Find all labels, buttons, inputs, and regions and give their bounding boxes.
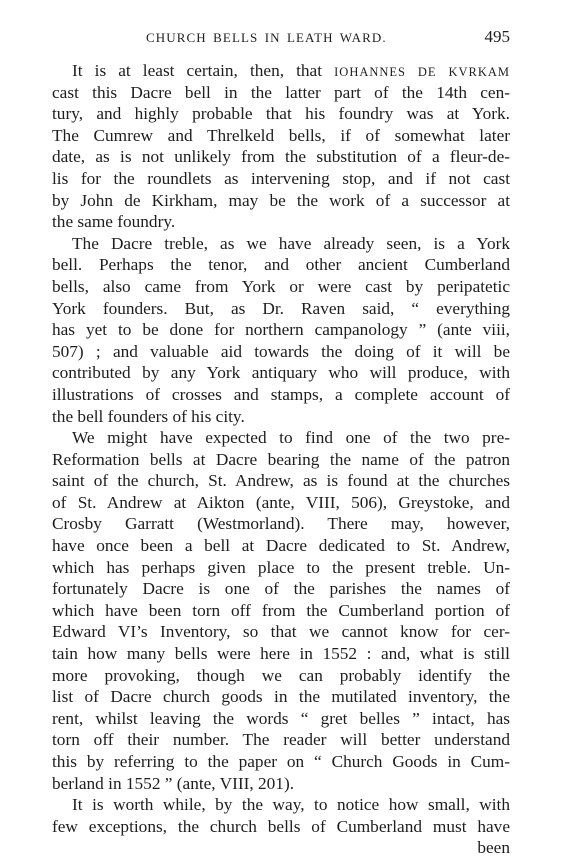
text-line: berland in 1552 ” (ante, VIII, 201). bbox=[52, 773, 295, 793]
text-line: have once been a bell at Dacre dedicated to St. Andrew, bbox=[52, 536, 510, 556]
body-text bbox=[52, 60, 510, 859]
text-line: It is worth while, by the way, to notice how small, with bbox=[72, 795, 510, 815]
inscription-small-caps: IOHANNES DE KVRKAM bbox=[334, 65, 511, 79]
text-line: cast this Dacre bell in the latter part of the 14th cen- bbox=[52, 82, 510, 102]
text-line: saint of the church, St. Andrew, as is found at the churches bbox=[52, 471, 510, 491]
text-line: date, as is not unlikely from the substitution of a fleur-de- bbox=[52, 147, 510, 167]
text-line: It is at least certain, then, that IOHANNES DE KVRKAM bbox=[72, 61, 511, 80]
text-line: few exceptions, the church bells of Cumberland must have bbox=[52, 816, 510, 836]
text-line: rent, whilst leaving the words “ gret belles ” intact, has bbox=[52, 708, 510, 728]
text-line: the bell founders of his city. bbox=[52, 406, 245, 426]
text-line: bell. Perhaps the tenor, and other ancient Cumberland bbox=[52, 255, 510, 275]
text-line: 507) ; and valuable aid towards the doing of it will be bbox=[52, 341, 510, 361]
text-line: has yet to be done for northern campanology ” (ante viii, bbox=[52, 320, 510, 340]
text-line: which has perhaps given place to the present treble. Un- bbox=[52, 557, 510, 577]
page-number: 495 bbox=[484, 27, 510, 46]
text-line: We might have expected to find one of the two pre- bbox=[72, 428, 510, 448]
text-line: this by referring to the paper on “ Church Goods in Cum- bbox=[52, 752, 510, 771]
catchword: been bbox=[477, 838, 510, 858]
text-line: tain how many bells were here in 1552 : and, what is still bbox=[52, 644, 510, 664]
text-line: tury, and highly probable that his foundry was at York. bbox=[52, 104, 510, 124]
text-line: The Cumrew and Threlkeld bells, if of somewhat later bbox=[52, 125, 510, 145]
text-line: the same foundry. bbox=[52, 212, 176, 232]
text-line: of St. Andrew at Aikton (ante, VIII, 506), Greystoke, and bbox=[52, 492, 510, 512]
text-line: The Dacre treble, as we have already seen, is a York bbox=[72, 233, 510, 253]
text-line: Crosby Garratt (Westmorland). There may, however, bbox=[52, 514, 510, 534]
text-line: contributed by any York antiquary who will produce, with bbox=[52, 363, 510, 383]
text-line: York founders. But, as Dr. Raven said, “ everything bbox=[52, 298, 510, 318]
text-line: more provoking, though we can probably identify the bbox=[52, 665, 510, 685]
text-line: bells, also came from York or were cast by peripatetic bbox=[52, 276, 510, 296]
text-line: Edward VI’s Inventory, so that we cannot know for cer- bbox=[52, 622, 510, 642]
text-line: list of Dacre church goods in the mutilated inventory, the bbox=[52, 687, 510, 707]
running-title: CHURCH BELLS IN LEATH WARD. bbox=[146, 30, 387, 45]
text-line: illustrations of crosses and stamps, a complete account of bbox=[52, 384, 510, 404]
text-line: which have been torn off from the Cumberland portion of bbox=[52, 600, 510, 620]
text-line: torn off their number. The reader will better understand bbox=[52, 730, 510, 750]
text-line: by John de Kirkham, may be the work of a successor at bbox=[52, 190, 510, 210]
running-head bbox=[52, 27, 510, 49]
text-line: Reformation bells at Dacre bearing the name of the patron bbox=[52, 449, 510, 469]
text-line: lis for the roundlets as intervening stop, and if not cast bbox=[52, 168, 510, 188]
text-line: fortunately Dacre is one of the parishes the names of bbox=[52, 579, 510, 599]
